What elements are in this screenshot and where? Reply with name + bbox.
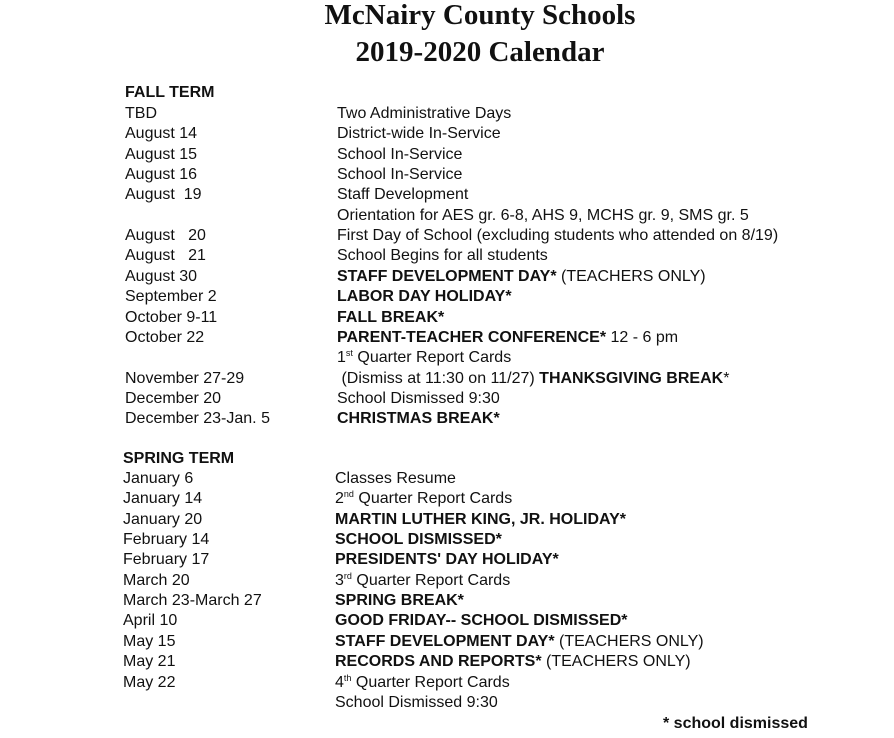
event-text: 3 [335, 571, 344, 589]
event-emphasis: FALL BREAK* [337, 308, 445, 326]
event-text: Quarter Report Cards [351, 571, 511, 589]
event-text: School In-Service [337, 166, 463, 184]
event-description [335, 571, 510, 591]
event-description [335, 693, 498, 713]
event-description [337, 308, 444, 328]
event-emphasis: GOOD FRIDAY-- SCHOOL DISMISSED* [335, 612, 628, 630]
event-text: (Dismiss at 11:30 on 11/27) [337, 369, 540, 387]
event-text: (TEACHERS ONLY) [554, 632, 704, 650]
event-description [335, 591, 464, 611]
event-description [335, 550, 559, 570]
event-description [337, 124, 501, 144]
event-text: Quarter Report Cards [351, 673, 510, 691]
event-description [335, 489, 512, 509]
event-description [337, 246, 548, 266]
event-emphasis: MARTIN LUTHER KING, JR. HOLIDAY* [335, 510, 626, 528]
event-description [335, 673, 510, 693]
event-date: February 17 [123, 551, 210, 569]
ordinal-suffix: nd [343, 489, 354, 500]
event-date: January 20 [123, 510, 203, 528]
event-description [337, 369, 729, 389]
event-description [337, 328, 678, 348]
ordinal-suffix: rd [343, 570, 352, 581]
event-description [337, 389, 500, 409]
event-text: School In-Service [337, 145, 463, 163]
event-date: March 20 [123, 571, 190, 589]
event-text: Quarter Report Cards [353, 490, 513, 508]
event-text: School Begins for all students [337, 247, 548, 265]
event-emphasis: THANKSGIVING BREAK [539, 369, 724, 387]
ordinal-suffix: st [345, 348, 353, 359]
event-description [335, 611, 627, 631]
event-text: Orientation for AES gr. 6-8, AHS 9, MCHS gr. 9, SMS gr. 5 [337, 206, 749, 224]
event-emphasis: LABOR DAY HOLIDAY* [337, 288, 512, 306]
event-description [335, 632, 704, 652]
event-emphasis: STAFF DEVELOPMENT DAY* [335, 632, 555, 650]
event-emphasis: CHRISTMAS BREAK* [337, 410, 500, 428]
event-text: * [723, 369, 730, 387]
event-description [337, 206, 749, 226]
event-date: August 20 [125, 227, 206, 245]
event-description [335, 469, 456, 489]
event-text: District-wide In-Service [337, 125, 501, 143]
event-text: (TEACHERS ONLY) [541, 653, 691, 671]
event-text: School Dismissed 9:30 [335, 693, 498, 711]
event-emphasis: SCHOOL DISMISSED* [335, 531, 502, 549]
event-description [337, 409, 500, 429]
event-text: 1 [337, 349, 346, 367]
event-emphasis: PARENT-TEACHER CONFERENCE* [337, 328, 607, 346]
event-text: 12 - 6 pm [606, 328, 679, 346]
event-description [337, 104, 511, 124]
event-text: Staff Development [337, 186, 469, 204]
event-text: First Day of School (excluding students who attended on 8/19) [337, 227, 779, 245]
event-text: School Dismissed 9:30 [337, 389, 500, 407]
event-date: January 6 [123, 470, 194, 487]
event-date: October 9-11 [125, 308, 218, 326]
event-description [337, 145, 462, 165]
event-description [337, 185, 468, 205]
event-date: May 15 [123, 632, 176, 650]
event-emphasis: STAFF DEVELOPMENT DAY* [337, 267, 557, 285]
event-date: August 30 [125, 267, 198, 285]
event-date: December 23-Jan. 5 [125, 410, 270, 428]
event-date: February 14 [123, 531, 210, 549]
spring-term-heading: SPRING TERM [123, 450, 235, 467]
calendar-year-title: 2019-2020 Calendar [355, 36, 605, 68]
event-description [335, 510, 626, 530]
event-description [337, 267, 706, 287]
event-text: Classes Resume [335, 470, 456, 487]
event-date: December 20 [125, 389, 222, 407]
event-text: 4 [335, 673, 344, 691]
event-date: August 21 [125, 247, 206, 265]
event-date: TBD [125, 105, 157, 122]
event-date: August 16 [125, 166, 198, 184]
fall-term-heading: FALL TERM [125, 84, 215, 101]
event-description [337, 348, 511, 368]
event-date: October 22 [125, 328, 205, 346]
event-text: Quarter Report Cards [352, 349, 512, 367]
page-title: McNairy County Schools [324, 0, 636, 31]
event-emphasis: PRESIDENTS' DAY HOLIDAY* [335, 551, 559, 569]
event-text: (TEACHERS ONLY) [556, 267, 706, 285]
event-date: January 14 [123, 490, 203, 508]
event-description [335, 652, 691, 672]
event-emphasis: SPRING BREAK* [335, 592, 464, 610]
footnote: * school dismissed [663, 715, 808, 732]
event-date: August 14 [125, 125, 198, 143]
event-date: September 2 [125, 288, 217, 306]
event-date: May 21 [123, 653, 176, 671]
event-text: 2 [335, 490, 344, 508]
ordinal-suffix: th [343, 672, 352, 683]
event-emphasis: RECORDS AND REPORTS* [335, 653, 542, 671]
event-date: March 23-March 27 [123, 592, 262, 610]
event-date: November 27-29 [125, 369, 245, 387]
event-date: April 10 [123, 612, 178, 630]
event-date: May 22 [123, 673, 176, 691]
event-date: August 15 [125, 145, 198, 163]
event-description [337, 226, 778, 246]
event-description [337, 287, 512, 307]
event-date: August 19 [125, 186, 202, 204]
event-text: Two Administrative Days [337, 105, 512, 122]
event-description [335, 530, 502, 550]
event-description [337, 165, 462, 185]
